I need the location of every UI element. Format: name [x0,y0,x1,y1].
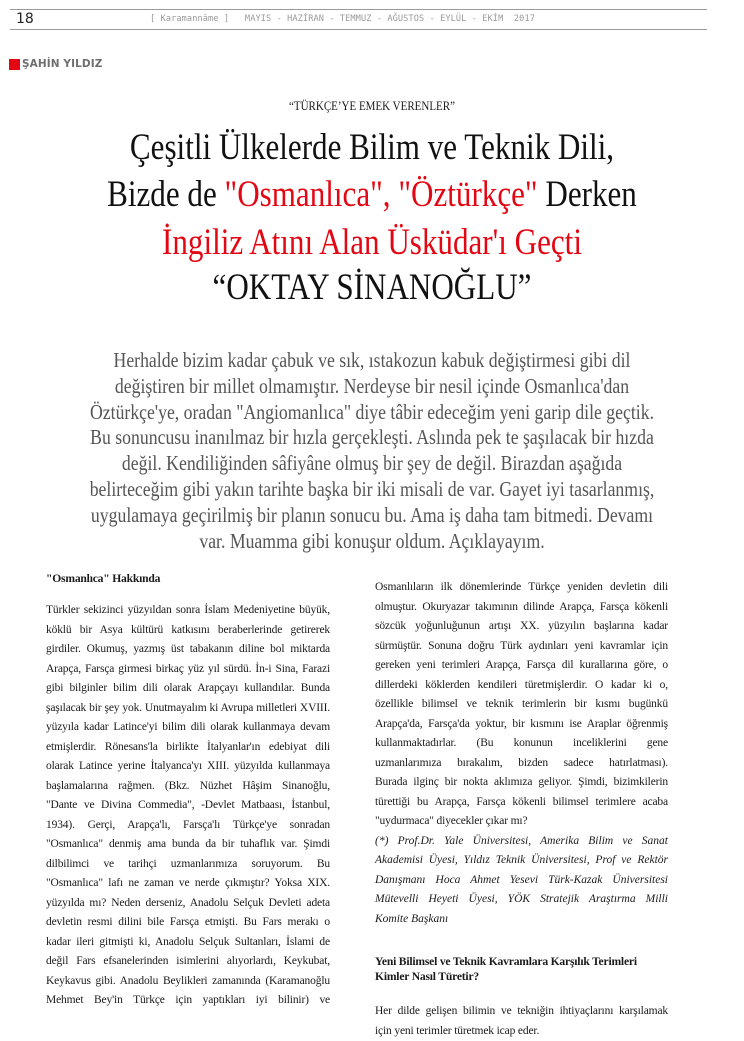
lead-line: belirteceğim gibi yakın tarihte başka bir iki misali de var. Gayet iyi tasarlanmış, [86,478,657,504]
lead-line: değil. Kendiliğinden sâfiyâne olmuş bir şey de değil. Birazdan aşağıda [86,452,657,478]
text-line: Arapça, Farsça girmesi birkaç yüz yıl sürdü. İn-i Sina, Farazi [46,660,330,680]
text-line: Osmanlıların ilk dönemlerinde Türkçe yeniden devletin dili [375,578,668,598]
author-footnote [375,832,668,930]
section-heading-terimler [375,954,668,984]
headline-line-3: İngiliz Atını Alan Üsküdar'ı Geçti [60,222,685,264]
text-line: kullanmaktadırlar. (Bu konunun inceliklerini gene [375,734,668,754]
author-name: ŞAHİN YILDIZ [22,58,102,70]
lead-paragraph [40,349,704,555]
text-line: Burada ilginç bir nokta aklımıza geliyor. Şimdi, bizimkilerin [375,773,668,793]
text-line: türettiği bu Arapça, Farsça kökenli bilimsel terimlere acaba [375,793,668,813]
headline-line-2-c: Derken [538,174,637,215]
text-line: gibi bilginler bilim dili olarak Arapçayı kullandılar. Bunda [46,679,330,699]
text-line: gereken yeni terimleri Arapça, Farsça dil kurallarına göre, o [375,656,668,676]
text-line: kadar ileri gitmişti ki, Anadolu Selçuk Sultanları, İslami de [46,933,330,953]
column-right [375,578,668,1041]
text-line: Türkler sekizinci yüzyıldan sonra İslam Medeniyetine büyük, [46,601,330,621]
section-osmanlica-body [46,601,330,1011]
text-line: dillerdeki köklerden kendileri türetmişlerdir. O kadar ki o, [375,676,668,696]
text-line: "Osmanlıca" lafı ne zaman ve nerde çıkmıştır? Yoksa XIX. [46,874,330,894]
text-line: uzmanlarımıza bırakalım, bizden sadece hatırlatması). [375,754,668,774]
text-line: Mütevelli Heyeti Üyesi, YÖK Stratejik Araştırma Milli [375,890,668,910]
text-line: girdiler. Okumuş, yazmış üst tabakanın diline bol miktarda [46,640,330,660]
text-line: olmuştur. Okuryazar takımının dilinde Arapça, Farsça kökenli [375,598,668,618]
headline-line-2-a: Bizde de [107,174,224,215]
section-osmanlica-continued [375,578,668,832]
text-line: Danışmanı Hoca Ahmet Yesevi Türk-Kazak Üniversitesi [375,871,668,891]
page-number: 18 [16,10,34,29]
lead-line: Herhalde bizim kadar çabuk ve sık, ıstakozun kabuk değiştirmesi gibi dil [86,349,657,375]
text-line: başlamalarına rağmen. (Bkz. Nüzhet Hâşim Sinanoğlu, [46,777,330,797]
text-line: Arapça'da, Farsça'da yoktur, bir kısmını ise Araplar öğrenmiş [375,715,668,735]
text-line: yüzyılda mı? Neden derseniz, Anadolu Selçuk Devleti adeta [46,894,330,914]
lead-line: değiştiren bir millet olmamıştır. Nerdeyse bir nesil içinde Osmanlıca'dan [86,375,657,401]
headline-line-2-highlight: "Osmanlıca", "Öztürkçe" [225,174,538,215]
headline-line-1: Çeşitli Ülkelerde Bilim ve Teknik Dili, [60,127,685,169]
text-line: şaşılacak bir şey yok. Unutmayalım ki Avrupa milletleri XVIII. [46,699,330,719]
author-marker-icon [9,59,20,70]
text-line: köklü bir Asya kültürü katkısını beraberlerinde getirerek [46,621,330,641]
text-line: Komite Başkanı [375,910,668,930]
text-line: (*) Prof.Dr. Yale Üniversitesi, Amerika Bilim ve Sanat [375,832,668,852]
section-heading-line: Yeni Bilimsel ve Teknik Kavramlara Karşılık Terimleri [375,954,668,969]
text-line: "Osmanlıca" denmiş ama bunda da bir tuhaflık var. Şimdi [46,835,330,855]
text-line: Keykavus gibi. Anadolu Beylikleri zamanında (Karamanoğlu [46,972,330,992]
text-line: sürmüştür. Sonuna doğru Türk aydınları yeni kavramlar için [375,637,668,657]
author-byline [9,57,102,71]
text-line: "uydurmaca" diyecekler çıkar mı? [375,812,668,832]
running-header [10,9,707,30]
section-terimler-body [375,1002,668,1041]
lead-line: var. Muamma gibi konuşur oldum. Açıklayayım. [86,530,657,556]
headline-line-2 [60,174,685,216]
lead-line: Öztürkçe'ye, oradan "Angiomanlıca" diye tâbir edeceğim yeni garip dile geçtik. [86,401,657,427]
column-left [46,571,330,1011]
lead-line: uygulamaya geçirilmiş bir planın sonucu bu. Ama iş daha tam bitmedi. Devamı [86,504,657,530]
text-line: dilbilimci ve tarihçi uzmanlarımıza soruyorum. Bu [46,855,330,875]
text-line: değil Fars efsanelerinden isimlerini alıyorlardı, Keykubat, [46,952,330,972]
text-line: yüzyıla kadar Latince'yi bilim dili olarak kullanmaya devam [46,718,330,738]
text-line: Her dilde gelişen bilimin ve tekniğin ihtiyaçlarını karşılamak [375,1002,668,1022]
section-heading-osmanlica: "Osmanlıca" Hakkında [46,571,330,586]
text-line: Mehmet Bey'in Türkçe için yaptıkları iyi bilinir) ve [46,991,330,1011]
text-line: etmişlerdir. Rönesans'la birlikte İtalyanlar'ın edebiyat dili [46,738,330,758]
text-line: 1934). Gerçi, Arapça'lı, Farsça'lı Türkçe'ye sonradan [46,816,330,836]
text-line: devletin resmi dilini bile Farsça etmişti. Bu Fars merakı o [46,913,330,933]
text-line: Akademisi Üyesi, Yıldız Teknik Üniversitesi, Prof ve Rektör [375,851,668,871]
text-line: olarak Latince yerine İtalyanca'yı XIII. yüzyılda kullanmaya [46,757,330,777]
publication-issue: [ Karamannâme ] MAYIS - HAZİRAN - TEMMUZ - AĞUSTOS - EYLÜL - EKİM 2017 [150,10,535,29]
text-line: özellikle bilimsel ve teknik terimlerin bir kısmı bugünkü [375,695,668,715]
text-line: için yeni terimler türetmek icap eder. [375,1022,668,1041]
text-line: sözcük yoğunluğunun artışı XX. yüzyılın başlarına kadar [375,617,668,637]
section-heading-line: Kimler Nasıl Türetir? [375,969,668,984]
lead-line: Bu sonuncusu inanılmaz bir hızla gerçekleşti. Aslında pek te şaşılacak bir hızda [86,426,657,452]
article-kicker: “TÜRKÇE’YE EMEK VERENLER” [45,99,700,114]
headline-subject-name: “OKTAY SİNANOĞLU” [60,267,685,309]
text-line: "Dante ve Divina Commedia", -Devlet Matbaası, İstanbul, [46,796,330,816]
